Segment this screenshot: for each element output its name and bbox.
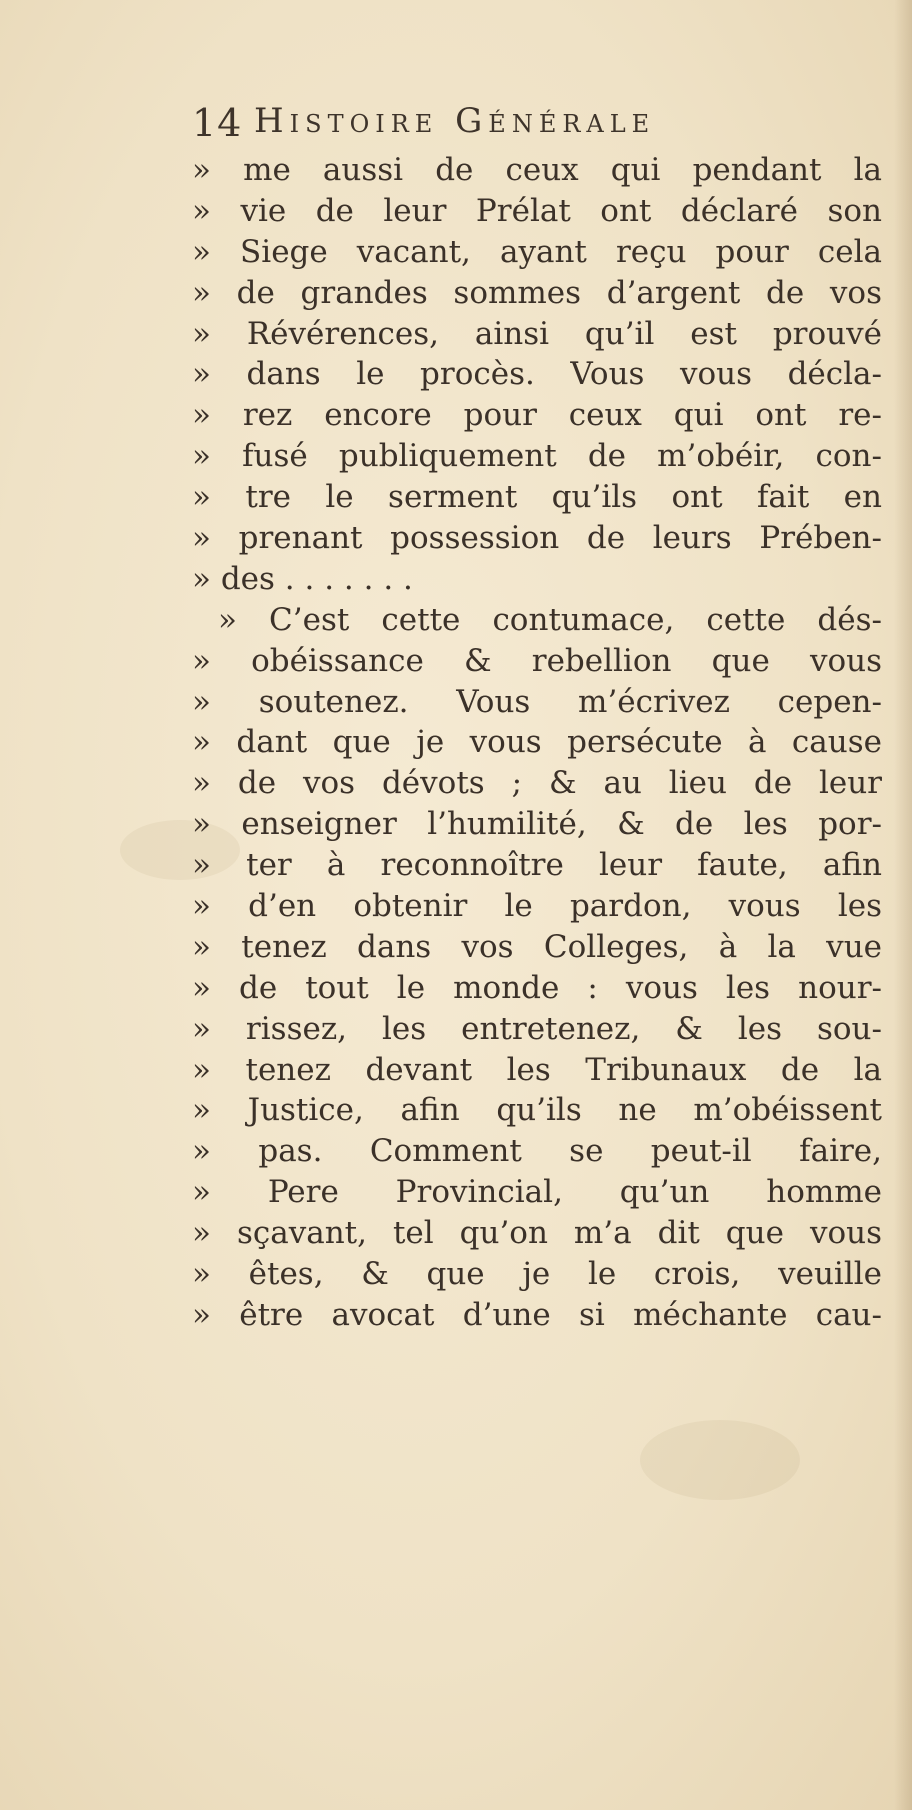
text-line: » Pere Provincial, qu’un homme — [192, 1174, 882, 1211]
text-line: » me aussi de ceux qui pendant la — [192, 152, 882, 188]
text-line: » enseigner l’humilité, & de les por- — [192, 806, 882, 843]
text-line: » Justice, afin qu’ils ne m’obéissent — [192, 1092, 882, 1129]
text-line: » vie de leur Prélat ont déclaré son — [192, 192, 882, 229]
text-line: » obéissance & rebellion que vous — [192, 642, 882, 679]
page-edge-shadow — [894, 0, 912, 1810]
text-line: » des . . . . . . . — [192, 560, 413, 597]
page-header — [192, 95, 882, 151]
paper-stain — [640, 1420, 800, 1500]
text-line: » rez encore pour ceux qui ont re- — [192, 397, 882, 434]
text-line: » soutenez. Vous m’écrivez cepen- — [192, 683, 882, 720]
text-line: » pas. Comment se peut-il faire, — [192, 1133, 882, 1170]
text-line: » dant que je vous persécute à cause — [192, 724, 882, 761]
text-line: » dans le procès. Vous vous décla- — [192, 356, 882, 393]
page-number: 14 — [192, 101, 243, 145]
body-text — [192, 150, 882, 1336]
text-line: » Siege vacant, ayant reçu pour cela — [192, 233, 882, 270]
text-line: » tenez devant les Tribunaux de la — [192, 1051, 882, 1088]
text-line: » d’en obtenir le pardon, vous les — [192, 888, 882, 925]
text-line: » prenant possession de leurs Prében- — [192, 520, 882, 557]
text-line: » rissez, les entretenez, & les sou- — [192, 1010, 882, 1047]
text-line: » sçavant, tel qu’on m’a dit que vous — [192, 1215, 882, 1252]
text-line: » de vos dévots ; & au lieu de leur — [192, 765, 882, 802]
text-line: » tenez dans vos Colleges, à la vue — [192, 928, 882, 965]
text-line: » de tout le monde : vous les nour- — [192, 969, 882, 1006]
text-line: » C’est cette contumace, cette dés- — [218, 601, 882, 638]
text-line: » ter à reconnoître leur faute, afin — [192, 847, 882, 884]
text-line: » de grandes sommes d’argent de vos — [192, 274, 882, 311]
text-line: » fusé publiquement de m’obéir, con- — [192, 438, 882, 475]
text-line: » Révérences, ainsi qu’il est prouvé — [192, 315, 882, 352]
running-title: Histoire Générale — [254, 101, 656, 141]
text-line: » être avocat d’une si méchante cau- — [192, 1296, 882, 1333]
text-line: » êtes, & que je le crois, veuille — [192, 1256, 882, 1293]
text-line: » tre le serment qu’ils ont fait en — [192, 479, 882, 516]
